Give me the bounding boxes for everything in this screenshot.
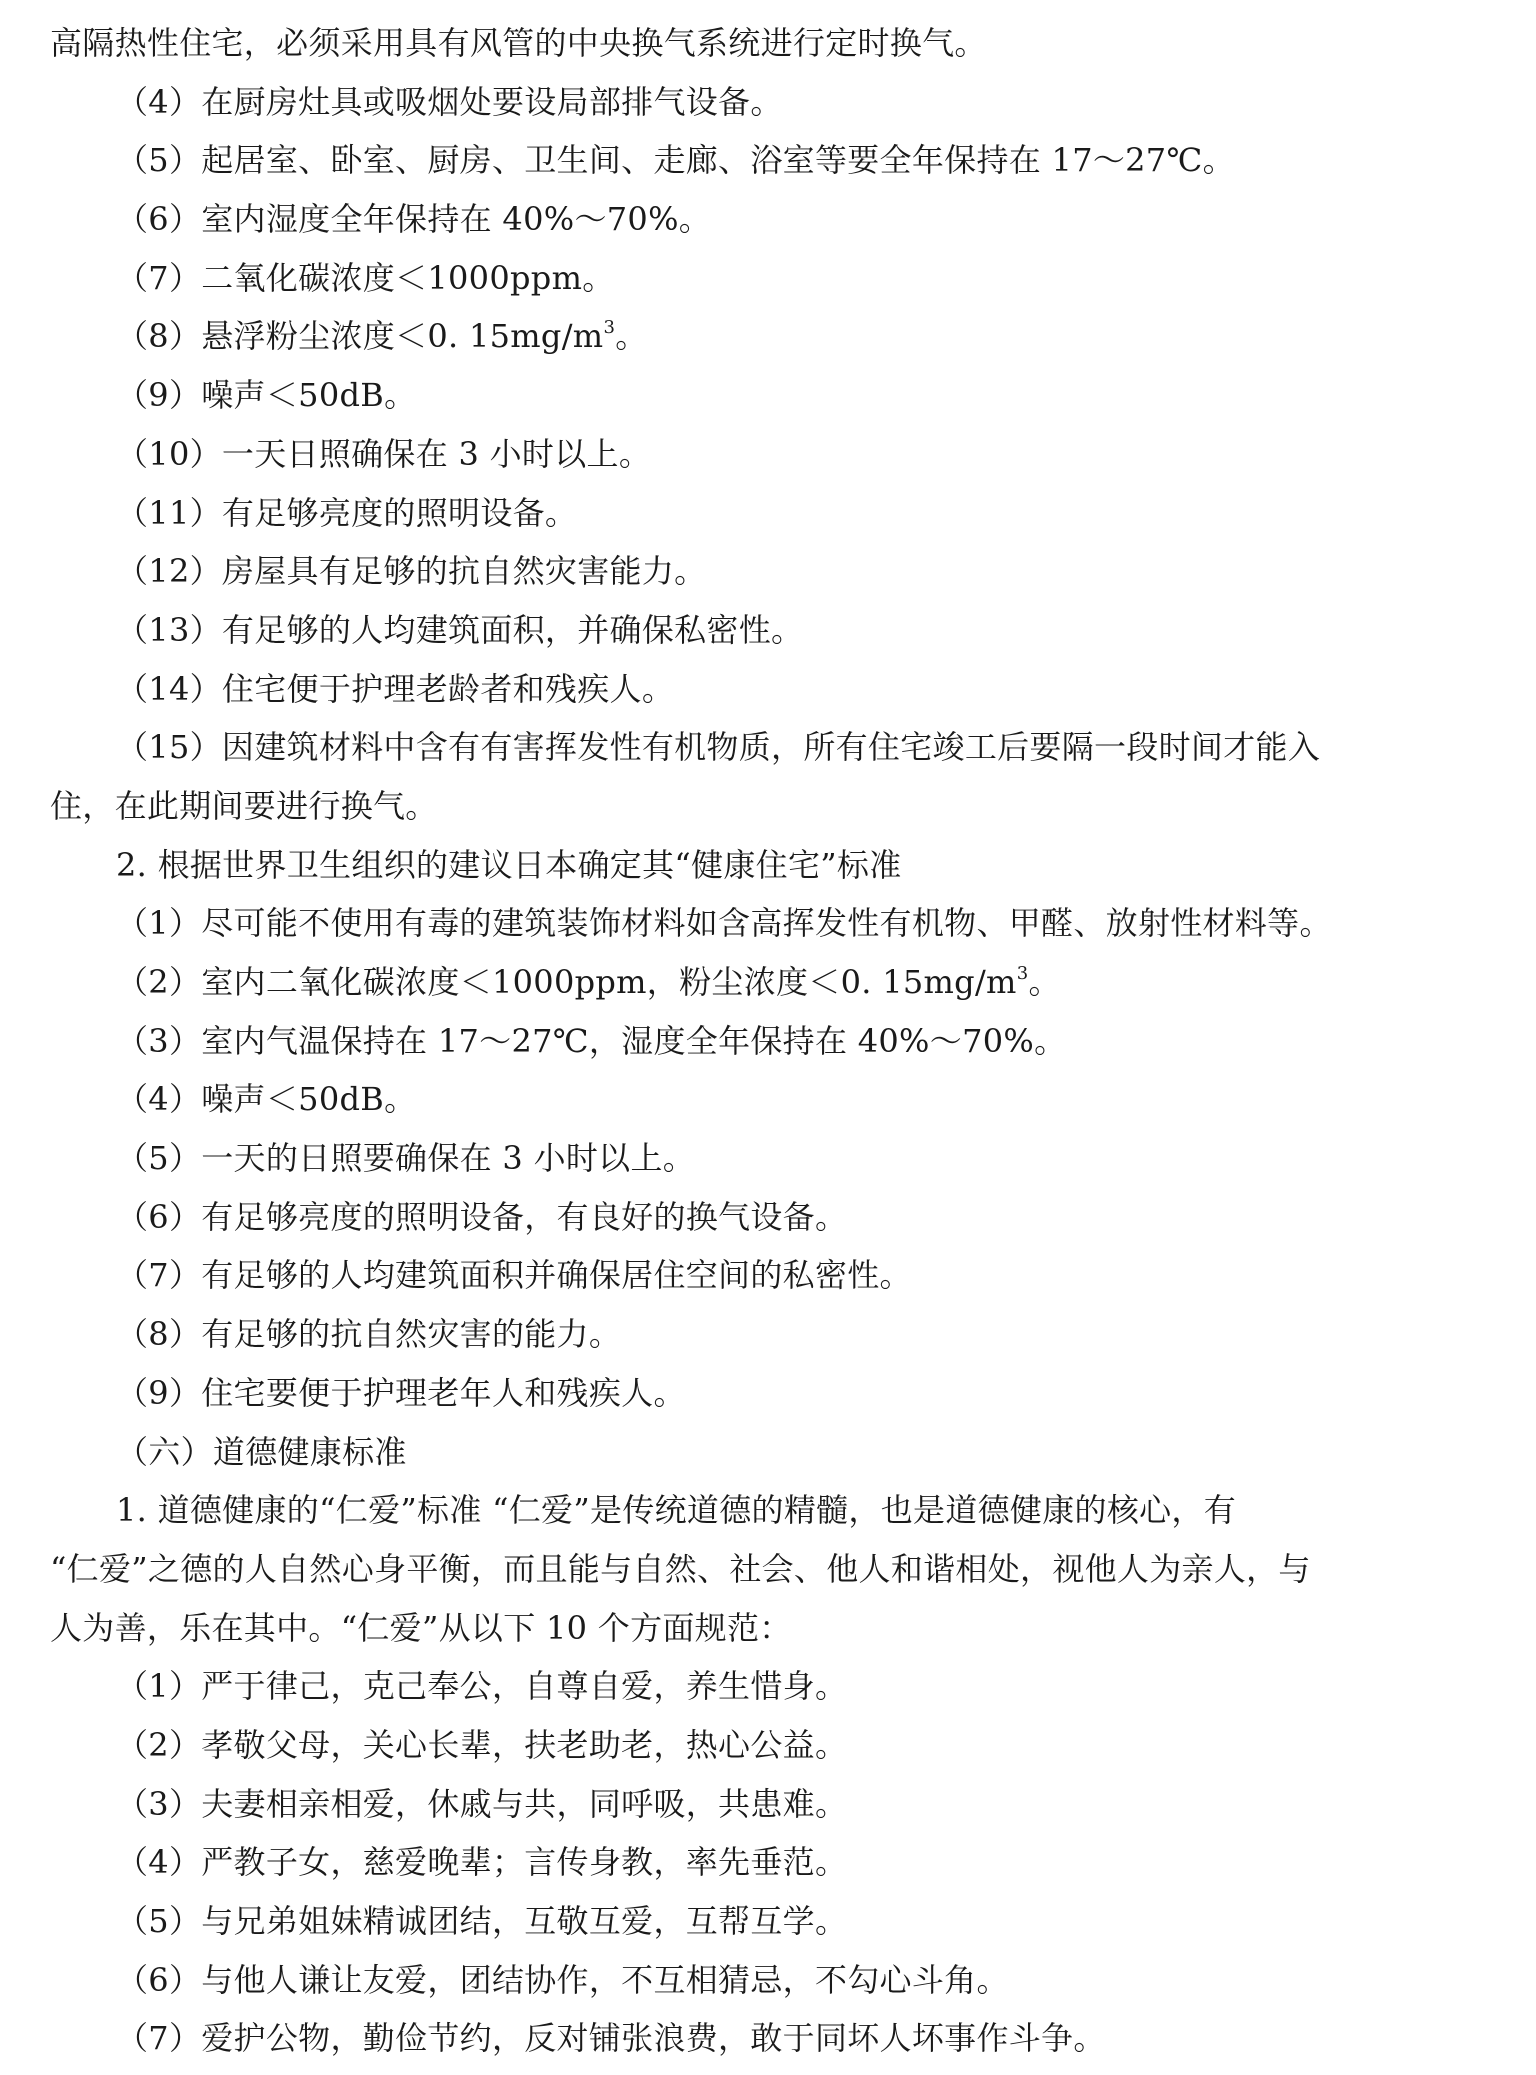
list-item <box>50 307 1490 366</box>
list-item: （6）与他人谦让友爱，团结协作，不互相猜忌，不勾心斗角。 <box>116 1960 1009 1999</box>
list-item: （1）严于律己，克己奉公，自尊自爱，养生惜身。 <box>116 1667 848 1706</box>
document-body <box>50 14 1490 2068</box>
list-item: （3）室内气温保持在 17～27℃，湿度全年保持在 40%～70%。 <box>116 1021 1067 1060</box>
list-item: （7）爱护公物，勤俭节约，反对铺张浪费，敢于同坏人坏事作斗争。 <box>116 2019 1106 2058</box>
list-item: （4）噪声＜50dB。 <box>116 1080 417 1119</box>
section-heading: 2. 根据世界卫生组织的建议日本确定其“健康住宅”标准 <box>116 845 902 884</box>
list-item-text: （2）室内二氧化碳浓度＜1000ppm，粉尘浓度＜0. 15mg/m <box>116 963 1017 1001</box>
list-item-text: （8）悬浮粉尘浓度＜0. 15mg/m <box>116 317 604 356</box>
superscript: 3 <box>603 317 616 339</box>
superscript: 3 <box>1016 963 1029 984</box>
list-item: （1）尽可能不使用有毒的建筑装饰材料如含高挥发性有机物、甲醛、放射性材料等。 <box>116 904 1332 943</box>
list-item: （9）噪声＜50dB。 <box>116 376 417 415</box>
list-item: （7）二氧化碳浓度＜1000ppm。 <box>116 258 615 297</box>
text-line: 高隔热性住宅，必须采用具有风管的中央换气系统进行定时换气。 <box>50 24 987 62</box>
list-item: （6）室内湿度全年保持在 40%～70%。 <box>116 200 712 239</box>
list-item: （4）严教子女，慈爱晚辈；言传身教，率先垂范。 <box>116 1843 848 1882</box>
paragraph-line: 1. 道德健康的“仁爱”标准 “仁爱”是传统道德的精髓，也是道德健康的核心，有 <box>116 1491 1237 1530</box>
list-item: （5）一天的日照要确保在 3 小时以上。 <box>116 1139 696 1178</box>
list-item: （6）有足够亮度的照明设备，有良好的换气设备。 <box>116 1197 848 1236</box>
list-item: （4）在厨房灶具或吸烟处要设局部排气设备。 <box>116 82 783 121</box>
list-item: （11）有足够亮度的照明设备。 <box>116 493 578 532</box>
list-item: （5）起居室、卧室、厨房、卫生间、走廊、浴室等要全年保持在 17～27℃。 <box>116 141 1235 180</box>
list-item: （10）一天日照确保在 3 小时以上。 <box>116 434 652 473</box>
list-item: （12）房屋具有足够的抗自然灾害能力。 <box>116 552 707 591</box>
list-item: （9）住宅要便于护理老年人和残疾人。 <box>116 1373 686 1412</box>
list-item: （3）夫妻相亲相爱，休戚与共，同呼吸，共患难。 <box>116 1784 848 1823</box>
paragraph-line: 人为善，乐在其中。“仁爱”从以下 10 个方面规范： <box>50 1608 792 1647</box>
list-item: （14）住宅便于护理老龄者和残疾人。 <box>116 669 675 708</box>
paragraph-line: “仁爱”之德的人自然心身平衡，而且能与自然、社会、他人和谐相处，视他人为亲人，与 <box>50 1549 1311 1588</box>
list-item <box>50 953 1490 1012</box>
list-item-tail: 。 <box>615 317 648 356</box>
list-item: （8）有足够的抗自然灾害的能力。 <box>116 1315 622 1354</box>
text-line: 住，在此期间要进行换气。 <box>50 786 438 825</box>
list-item: （7）有足够的人均建筑面积并确保居住空间的私密性。 <box>116 1256 912 1295</box>
list-item: （13）有足够的人均建筑面积，并确保私密性。 <box>116 610 804 649</box>
list-item-tail: 。 <box>1028 963 1061 1001</box>
section-heading: （六）道德健康标准 <box>116 1432 407 1471</box>
list-item: （15）因建筑材料中含有有害挥发性有机物质，所有住宅竣工后要隔一段时间才能入 <box>116 728 1321 767</box>
list-item: （2）孝敬父母，关心长辈，扶老助老，热心公益。 <box>116 1725 848 1764</box>
list-item: （5）与兄弟姐妹精诚团结，互敬互爱，互帮互学。 <box>116 1902 848 1940</box>
